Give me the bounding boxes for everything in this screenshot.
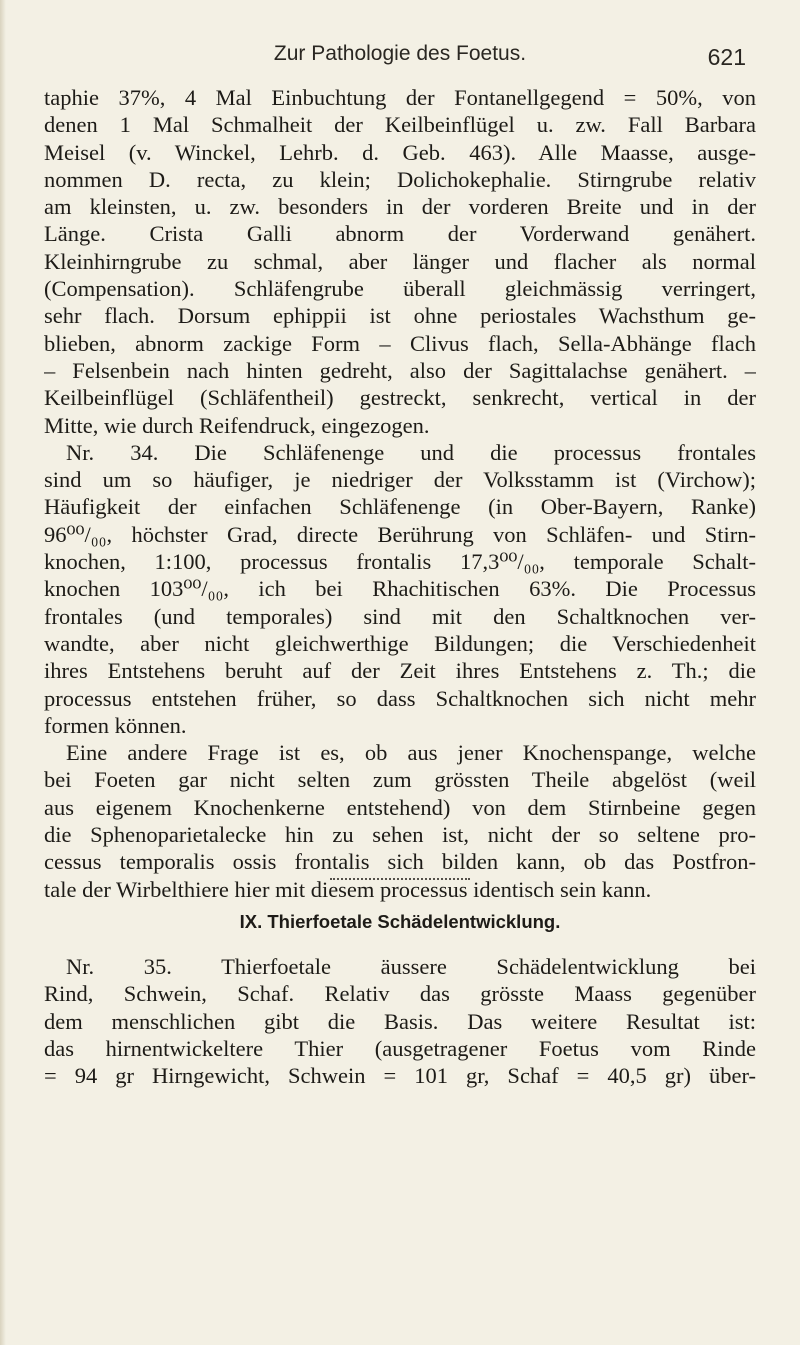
text-line: ihres Entstehens beruht auf der Zeit ihres Entstehens z. Th.; die <box>44 658 756 684</box>
text-line: wandte, aber nicht gleichwerthige Bildungen; die Verschiedenheit <box>44 630 756 656</box>
text-line: Rind, Schwein, Schaf. Relativ das grösste Maass gegenüber <box>44 981 756 1007</box>
text-line: dem menschlichen gibt die Basis. Das weitere Resultat ist: <box>44 1008 756 1034</box>
text-line: processus entstehen früher, so dass Schaltknochen sich nicht mehr <box>44 685 756 711</box>
page-edge-shadow <box>0 0 6 1345</box>
text-line: Nr. 35. Thierfoetale äussere Schädelentwicklung bei <box>66 954 756 979</box>
text-line: sehr flach. Dorsum ephippii ist ohne periostales Wachsthum ge- <box>44 303 756 329</box>
text-line: Länge. Crista Galli abnorm der Vorderwand genähert. <box>44 221 756 247</box>
running-title: Zur Pathologie des Foetus. <box>273 42 527 65</box>
text-line: nommen D. recta, zu klein; Dolichokephalie. Stirngrube relativ <box>44 166 756 192</box>
text-line: frontales (und temporales) sind mit den Schaltknochen ver- <box>44 603 756 629</box>
text-line: Meisel (v. Winckel, Lehrb. d. Geb. 463). Alle Maasse, ausge- <box>44 139 756 165</box>
text-line: Mitte, wie durch Reifendruck, eingezogen. <box>44 412 430 438</box>
text-line: taphie 37%, 4 Mal Einbuchtung der Fontanellgegend = 50%, von <box>44 85 756 110</box>
text-line: das hirnentwickeltere Thier (ausgetragener Foetus vom Rinde <box>44 1035 756 1061</box>
section-heading: IX. Thierfoetale Schädelentwicklung. <box>239 911 561 932</box>
text-line: knochen 103⁰⁰/₀₀, ich bei Rhachitischen 63%. Die Processus <box>44 576 756 602</box>
section-text <box>44 953 756 1089</box>
text-line: denen 1 Mal Schmalheit der Keilbeinflügel u. zw. Fall Barbara <box>44 112 756 138</box>
text-line: am kleinsten, u. zw. besonders in der vorderen Breite und in der <box>44 194 756 220</box>
body-text <box>44 84 756 903</box>
text-line: knochen, 1:100, processus frontalis 17,3⁰⁰/₀₀, temporale Schalt- <box>44 549 756 575</box>
text-line: 96⁰⁰/₀₀, höchster Grad, directe Berührung von Schläfen- und Stirn- <box>44 521 756 547</box>
page-number: 621 <box>707 44 746 70</box>
text-line: tale der Wirbelthiere hier mit diesem processus identisch sein kann. <box>44 876 652 902</box>
text-line: formen können. <box>44 712 187 738</box>
text-line: die Sphenoparietalecke hin zu sehen ist, nicht der so seltene pro- <box>44 822 756 848</box>
text-line: Nr. 34. Die Schläfenenge und die processus frontales <box>66 439 756 465</box>
text-line: bei Foeten gar nicht selten zum grössten Theile abgelöst (weil <box>44 767 756 793</box>
text-line: aus eigenem Knochenkerne entstehend) von dem Stirnbeine gegen <box>44 794 756 820</box>
text-line: cessus temporalis ossis frontalis sich bilden kann, ob das Postfron- <box>44 849 756 875</box>
text-line: Keilbeinflügel (Schläfentheil) gestreckt, senkrecht, vertical in der <box>44 385 756 411</box>
text-line: Häufigkeit der einfachen Schläfenenge (in Ober-Bayern, Ranke) <box>44 494 756 520</box>
text-line: – Felsenbein nach hinten gedreht, also der Sagittalachse genähert. – <box>44 357 756 383</box>
running-head <box>0 42 800 72</box>
text-line: = 94 gr Hirngewicht, Schwein = 101 gr, Schaf = 40,5 gr) über- <box>44 1063 756 1089</box>
text-line: sind um so häufiger, je niedriger der Volksstamm ist (Virchow); <box>44 467 756 493</box>
text-line: (Compensation). Schläfengrube überall gleichmässig verringert, <box>44 276 756 302</box>
text-line: Kleinhirngrube zu schmal, aber länger und flacher als normal <box>44 248 756 274</box>
section-separator <box>330 878 470 880</box>
text-line: blieben, abnorm zackige Form – Clivus flach, Sella-Abhänge flach <box>44 330 756 356</box>
text-line: Eine andere Frage ist es, ob aus jener Knochenspange, welche <box>66 740 756 766</box>
